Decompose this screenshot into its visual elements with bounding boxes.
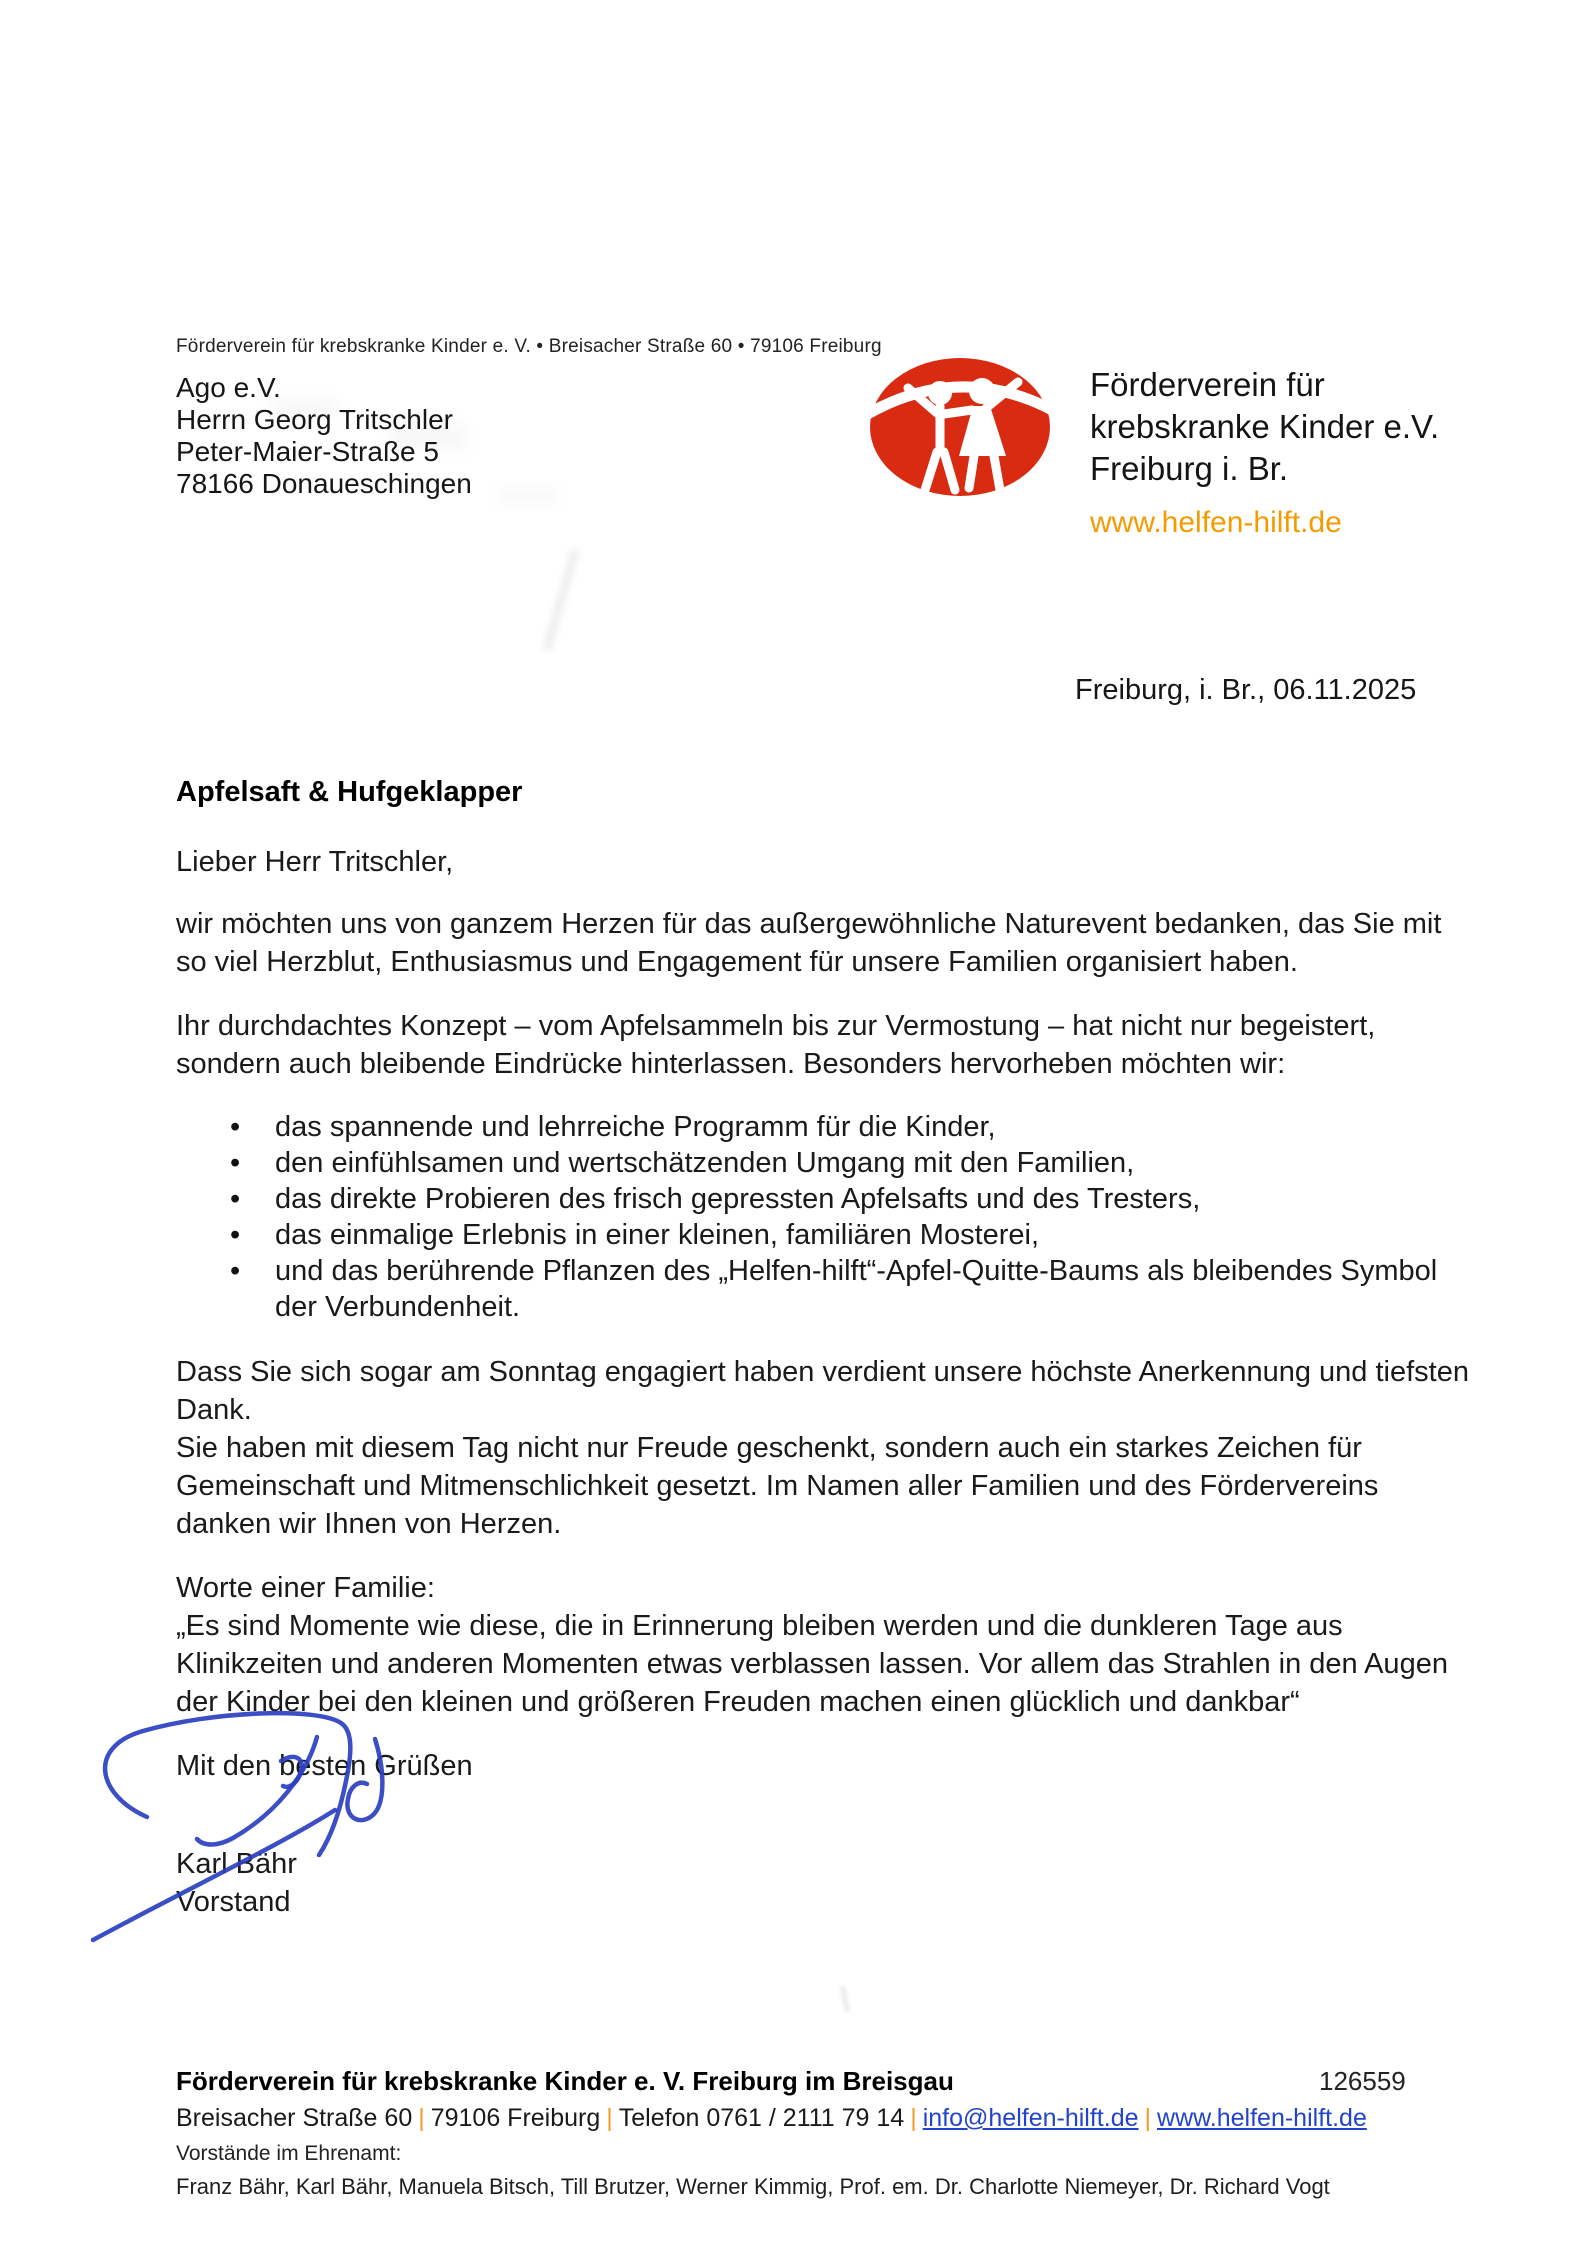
subject-line: Apfelsaft & Hufgeklapper (176, 776, 523, 808)
recipient-line: Ago e.V. (176, 372, 281, 403)
org-name-line: krebskranke Kinder e.V. (1090, 408, 1440, 445)
footer-street: Breisacher Straße 60 (176, 2104, 413, 2132)
footer-contact-line (176, 2102, 1466, 2134)
separator: | (910, 2104, 917, 2132)
charity-children-logo-icon (868, 354, 1052, 498)
footer-organization-line: Förderverein für krebskranke Kinder e. V. Freiburg im Breisgau (176, 2066, 954, 2096)
footer (176, 2064, 1466, 2200)
scan-smudge (542, 549, 580, 652)
paragraph: Ihr durchdachtes Konzept – vom Apfelsammeln bis zur Vermostung – hat nicht nur begeistert, sondern auch bleibende Eindrücke hinterlassen. Besonders hervorheben möchten wir: (176, 1010, 1376, 1080)
family-words-label: Worte einer Familie: (176, 1572, 435, 1604)
letterhead-website: www.helfen-hilft.de (1090, 506, 1342, 539)
list-item: • und das berührende Pflanzen des „Helfen-hilft“-Apfel-Quitte-Baums als bleibendes Symbol der Verbundenheit. (176, 1253, 1474, 1325)
separator: | (418, 2104, 425, 2132)
organization-name-block (1090, 364, 1439, 490)
letter-body (176, 773, 1474, 1921)
separator: | (606, 2104, 613, 2132)
return-address-line: Förderverein für krebskranke Kinder e. V. • Breisacher Straße 60 • 79106 Freiburg (176, 336, 882, 357)
separator: | (1144, 2104, 1152, 2132)
recipient-line: 78166 Donaueschingen (176, 468, 472, 499)
reference-number: 126559 (1319, 2066, 1406, 2096)
org-name-line: Freiburg i. Br. (1090, 450, 1289, 487)
paragraph: Dass Sie sich sogar am Sonntag engagiert haben verdient unsere höchste Anerkennung und tiefsten Dank. (176, 1356, 1469, 1426)
footer-website-link: www.helfen-hilft.de (1157, 2104, 1367, 2132)
list-item: • den einfühlsamen und wertschätzenden Umgang mit den Familien, (176, 1145, 1474, 1181)
highlights-list (176, 1109, 1474, 1325)
signer-block (176, 1845, 1474, 1921)
signer-name: Karl Bähr (176, 1848, 297, 1880)
date-line: Freiburg, i. Br., 06.11.2025 (1075, 674, 1417, 706)
recipient-line: Herrn Georg Tritschler (176, 404, 453, 435)
recipient-address-block (176, 372, 472, 500)
scan-smudge (839, 1986, 850, 2013)
closing-greeting: Mit den besten Grüßen (176, 1750, 473, 1782)
footer-email-link: info@helfen-hilft.de (922, 2104, 1139, 2132)
signer-role: Vorstand (176, 1886, 291, 1918)
footer-phone: Telefon 0761 / 2111 79 14 (618, 2104, 905, 2132)
paragraph: wir möchten uns von ganzem Herzen für das außergewöhnliche Naturevent bedanken, das Sie mit so viel Herzblut, Enthusiasmus und Engagement für unsere Familien organisiert haben. (176, 908, 1442, 978)
list-item: • das spannende und lehrreiche Programm für die Kinder, (176, 1109, 1474, 1145)
board-members: Franz Bähr, Karl Bähr, Manuela Bitsch, Till Brutzer, Werner Kimmig, Prof. em. Dr. Charlotte Niemeyer, Dr. Richard Vogt (176, 2174, 1330, 2199)
scan-smudge (498, 488, 558, 504)
board-label: Vorstände im Ehrenamt: (176, 2142, 402, 2165)
salutation: Lieber Herr Tritschler, (176, 846, 454, 878)
paragraph: Sie haben mit diesem Tag nicht nur Freude geschenkt, sondern auch ein starkes Zeichen für Gemeinschaft und Mitmenschlichkeit gesetzt. Im Namen aller Familien und des Fördervereins danken wir Ihnen von Herzen. (176, 1432, 1379, 1540)
list-item: • das einmalige Erlebnis in einer kleinen, familiären Mosterei, (176, 1217, 1474, 1253)
family-quote: „Es sind Momente wie diese, die in Erinnerung bleiben werden und die dunkleren Tage aus Klinikzeiten und anderen Momenten etwas verblassen lassen. Vor allem das Strahlen in den Augen der Kinder bei den kleinen und größeren Freuden machen einen glücklich und dankbar“ (176, 1610, 1448, 1718)
recipient-line: Peter-Maier-Straße 5 (176, 436, 439, 467)
org-name-line: Förderverein für (1090, 366, 1325, 403)
footer-city: 79106 Freiburg (430, 2104, 601, 2132)
list-item: • das direkte Probieren des frisch gepressten Apfelsafts und des Tresters, (176, 1181, 1474, 1217)
